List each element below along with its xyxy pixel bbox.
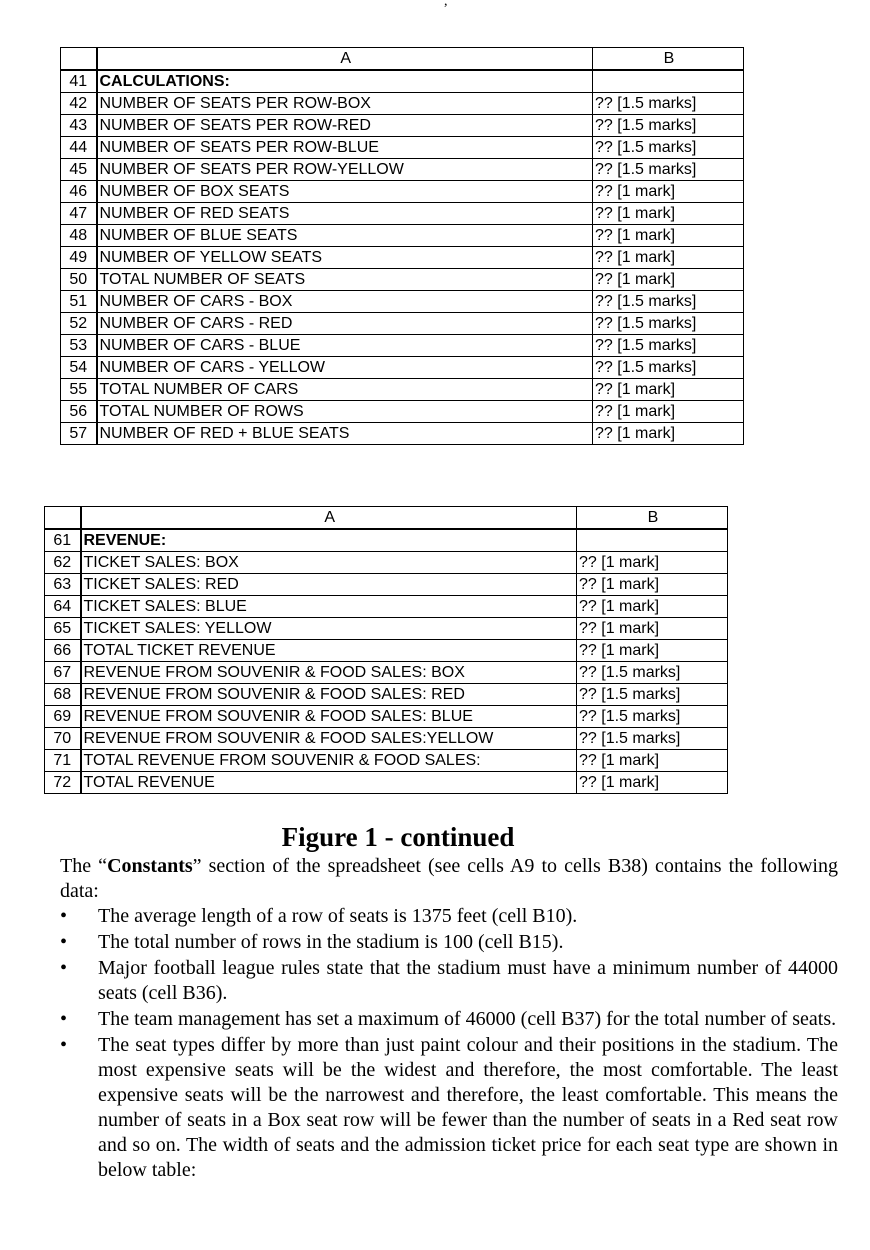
cell-b[interactable]: ?? [1.5 marks] xyxy=(577,662,728,684)
table-row xyxy=(61,115,744,137)
cell-a[interactable]: TOTAL NUMBER OF CARS xyxy=(97,379,593,401)
row-number[interactable]: 61 xyxy=(45,529,81,552)
cell-b[interactable]: ?? [1 mark] xyxy=(577,772,728,794)
row-number[interactable]: 44 xyxy=(61,137,97,159)
cell-b[interactable] xyxy=(593,70,744,93)
table-row xyxy=(61,93,744,115)
table-row xyxy=(61,159,744,181)
cell-a[interactable]: NUMBER OF CARS - RED xyxy=(97,313,593,335)
column-header-row xyxy=(61,48,744,71)
cell-b[interactable]: ?? [1.5 marks] xyxy=(593,357,744,379)
row-number[interactable]: 43 xyxy=(61,115,97,137)
cell-a[interactable]: NUMBER OF BOX SEATS xyxy=(97,181,593,203)
table-row xyxy=(61,335,744,357)
row-number[interactable]: 65 xyxy=(45,618,81,640)
cell-b[interactable]: ?? [1 mark] xyxy=(577,618,728,640)
row-number[interactable]: 56 xyxy=(61,401,97,423)
bullet-item xyxy=(60,904,838,929)
cell-a[interactable]: CALCULATIONS: xyxy=(97,70,593,93)
cell-b[interactable]: ?? [1 mark] xyxy=(593,379,744,401)
cell-a[interactable]: TOTAL REVENUE FROM SOUVENIR & FOOD SALES: xyxy=(81,750,577,772)
cell-a[interactable]: NUMBER OF CARS - BOX xyxy=(97,291,593,313)
bullet-text: The seat types differ by more than just paint colour and their positions in the stadium. The most expensive seats will be the widest and therefore, the most comfortable. The least expensive seats will be the narrowest and therefore, the least comfortable. This means the number of seats in a Box seat row will be fewer than the number of seats in a Red seat row and so on. The width of seats and the admission ticket price for each seat type are shown in below table: xyxy=(98,1034,838,1181)
table-row xyxy=(45,706,728,728)
row-number[interactable]: 64 xyxy=(45,596,81,618)
row-number[interactable]: 42 xyxy=(61,93,97,115)
table-row xyxy=(61,203,744,225)
table-row xyxy=(61,379,744,401)
cell-b[interactable]: ?? [1.5 marks] xyxy=(593,291,744,313)
revenue-table xyxy=(44,506,728,794)
row-number[interactable]: 70 xyxy=(45,728,81,750)
table-row xyxy=(61,225,744,247)
row-number[interactable]: 49 xyxy=(61,247,97,269)
cell-b[interactable]: ?? [1 mark] xyxy=(577,552,728,574)
stray-mark: , xyxy=(444,0,448,9)
cell-a[interactable]: TICKET SALES: YELLOW xyxy=(81,618,577,640)
table-row xyxy=(45,640,728,662)
bullet-item xyxy=(60,1033,838,1183)
table-row xyxy=(61,247,744,269)
cell-a[interactable]: NUMBER OF SEATS PER ROW-BOX xyxy=(97,93,593,115)
row-number[interactable]: 68 xyxy=(45,684,81,706)
bullet-icon: • xyxy=(60,1008,68,1030)
cell-a[interactable]: TOTAL REVENUE xyxy=(81,772,577,794)
cell-b[interactable]: ?? [1 mark] xyxy=(577,574,728,596)
row-number[interactable]: 54 xyxy=(61,357,97,379)
row-number[interactable]: 41 xyxy=(61,70,97,93)
row-number[interactable]: 67 xyxy=(45,662,81,684)
cell-a[interactable]: NUMBER OF CARS - YELLOW xyxy=(97,357,593,379)
column-header-b[interactable]: B xyxy=(593,48,744,71)
corner-cell xyxy=(45,507,81,530)
table-row xyxy=(61,269,744,291)
cell-a[interactable]: TOTAL TICKET REVENUE xyxy=(81,640,577,662)
cell-b[interactable]: ?? [1 mark] xyxy=(593,401,744,423)
cell-a[interactable]: NUMBER OF RED SEATS xyxy=(97,203,593,225)
cell-a[interactable]: TICKET SALES: RED xyxy=(81,574,577,596)
table-row xyxy=(61,401,744,423)
table-row xyxy=(45,574,728,596)
cell-a[interactable]: TICKET SALES: BOX xyxy=(81,552,577,574)
row-number[interactable]: 63 xyxy=(45,574,81,596)
row-number[interactable]: 71 xyxy=(45,750,81,772)
cell-a[interactable]: REVENUE FROM SOUVENIR & FOOD SALES: BLUE xyxy=(81,706,577,728)
cell-a[interactable]: TICKET SALES: BLUE xyxy=(81,596,577,618)
cell-b[interactable]: ?? [1 mark] xyxy=(577,750,728,772)
row-number[interactable]: 72 xyxy=(45,772,81,794)
row-number[interactable]: 47 xyxy=(61,203,97,225)
intro-paragraph xyxy=(60,854,838,904)
row-number[interactable]: 51 xyxy=(61,291,97,313)
row-number[interactable]: 46 xyxy=(61,181,97,203)
intro-text-before: The “ xyxy=(60,855,108,877)
figure-title: Figure 1 - continued xyxy=(281,822,515,852)
table-row xyxy=(45,684,728,706)
cell-b[interactable]: ?? [1 mark] xyxy=(577,640,728,662)
column-header-a[interactable]: A xyxy=(97,48,593,71)
row-number[interactable]: 52 xyxy=(61,313,97,335)
cell-b[interactable]: ?? [1.5 marks] xyxy=(593,159,744,181)
bullet-item xyxy=(60,956,838,1006)
row-number[interactable]: 55 xyxy=(61,379,97,401)
cell-a[interactable]: TOTAL NUMBER OF ROWS xyxy=(97,401,593,423)
cell-b[interactable] xyxy=(577,529,728,552)
row-number[interactable]: 66 xyxy=(45,640,81,662)
cell-b[interactable]: ?? [1.5 marks] xyxy=(593,137,744,159)
cell-a[interactable]: REVENUE FROM SOUVENIR & FOOD SALES: BOX xyxy=(81,662,577,684)
bullet-icon: • xyxy=(60,931,68,953)
table-row xyxy=(61,357,744,379)
cell-b[interactable]: ?? [1 mark] xyxy=(593,269,744,291)
column-header-a[interactable]: A xyxy=(81,507,577,530)
row-number[interactable]: 62 xyxy=(45,552,81,574)
intro-text-bold: Constants xyxy=(107,855,193,877)
row-number[interactable]: 69 xyxy=(45,706,81,728)
table-row xyxy=(45,596,728,618)
cell-a[interactable]: TOTAL NUMBER OF SEATS xyxy=(97,269,593,291)
cell-b[interactable]: ?? [1.5 marks] xyxy=(577,706,728,728)
bullet-list xyxy=(60,904,838,1183)
table-row xyxy=(45,728,728,750)
cell-a[interactable]: REVENUE FROM SOUVENIR & FOOD SALES: RED xyxy=(81,684,577,706)
cell-b[interactable]: ?? [1.5 marks] xyxy=(593,313,744,335)
row-number[interactable]: 57 xyxy=(61,423,97,445)
table-row xyxy=(61,291,744,313)
cell-b[interactable]: ?? [1 mark] xyxy=(593,247,744,269)
bullet-text: Major football league rules state that the stadium must have a minimum number of 44000 seats (cell B36). xyxy=(98,957,838,1004)
corner-cell xyxy=(61,48,97,71)
cell-b[interactable]: ?? [1 mark] xyxy=(593,181,744,203)
cell-a[interactable]: NUMBER OF BLUE SEATS xyxy=(97,225,593,247)
row-number[interactable]: 45 xyxy=(61,159,97,181)
table-row xyxy=(61,423,744,445)
cell-a[interactable]: NUMBER OF SEATS PER ROW-BLUE xyxy=(97,137,593,159)
table-row xyxy=(45,529,728,552)
table-row xyxy=(45,552,728,574)
cell-a[interactable]: REVENUE FROM SOUVENIR & FOOD SALES:YELLOW xyxy=(81,728,577,750)
row-number[interactable]: 53 xyxy=(61,335,97,357)
table-row xyxy=(61,181,744,203)
bullet-text: The team management has set a maximum of 46000 (cell B37) for the total number of seats. xyxy=(98,1008,837,1030)
bullet-text: The total number of rows in the stadium is 100 (cell B15). xyxy=(98,931,564,953)
table-row xyxy=(61,137,744,159)
cell-b[interactable]: ?? [1.5 marks] xyxy=(593,93,744,115)
table-row xyxy=(61,313,744,335)
row-number[interactable]: 48 xyxy=(61,225,97,247)
cell-b[interactable]: ?? [1 mark] xyxy=(593,423,744,445)
cell-b[interactable]: ?? [1.5 marks] xyxy=(577,728,728,750)
column-header-row xyxy=(45,507,728,530)
table-row xyxy=(45,750,728,772)
cell-b[interactable]: ?? [1 mark] xyxy=(593,225,744,247)
cell-b[interactable]: ?? [1.5 marks] xyxy=(593,115,744,137)
bullet-text: The average length of a row of seats is 1375 feet (cell B10). xyxy=(98,905,578,927)
cell-a[interactable]: NUMBER OF RED + BLUE SEATS xyxy=(97,423,593,445)
bullet-item xyxy=(60,930,838,955)
row-number[interactable]: 50 xyxy=(61,269,97,291)
table-row xyxy=(45,662,728,684)
cell-a[interactable]: NUMBER OF CARS - BLUE xyxy=(97,335,593,357)
bullet-icon: • xyxy=(60,1034,68,1056)
calculations-table xyxy=(60,47,744,445)
cell-b[interactable]: ?? [1.5 marks] xyxy=(577,684,728,706)
cell-b[interactable]: ?? [1 mark] xyxy=(593,203,744,225)
table-row xyxy=(61,70,744,93)
cell-a[interactable]: NUMBER OF SEATS PER ROW-YELLOW xyxy=(97,159,593,181)
bullet-icon: • xyxy=(60,905,68,927)
cell-a[interactable]: REVENUE: xyxy=(81,529,577,552)
intro-text-after: ” section of the spreadsheet (see cells A9 to cells B38) contains the following data: xyxy=(60,855,838,902)
table-row xyxy=(45,772,728,794)
column-header-b[interactable]: B xyxy=(577,507,728,530)
cell-b[interactable]: ?? [1.5 marks] xyxy=(593,335,744,357)
bullet-icon: • xyxy=(60,957,68,979)
cell-a[interactable]: NUMBER OF SEATS PER ROW-RED xyxy=(97,115,593,137)
description-text xyxy=(60,854,838,1184)
cell-b[interactable]: ?? [1 mark] xyxy=(577,596,728,618)
table-row xyxy=(45,618,728,640)
bullet-item xyxy=(60,1007,838,1032)
cell-a[interactable]: NUMBER OF YELLOW SEATS xyxy=(97,247,593,269)
